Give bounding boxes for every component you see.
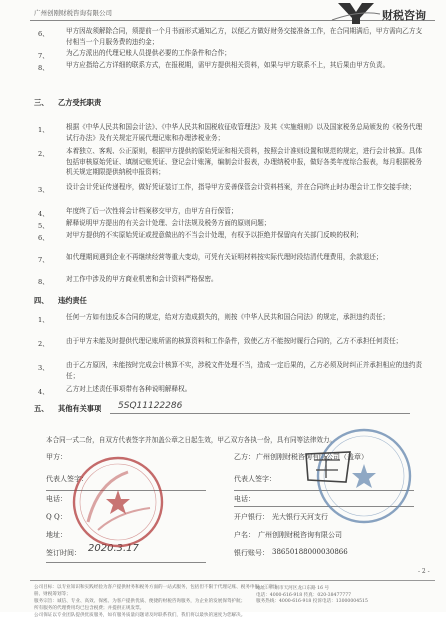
header-company-name: 广州创刚财税咨询有限公司 (34, 9, 112, 17)
item-number: 8、 (38, 64, 49, 72)
item-text: 任何一方如有违反本合同的规定，给对方造成损失的，则按《中华人民共和国合同法》的规定，承担违约责任； (66, 313, 390, 321)
item-number: 7、 (38, 52, 49, 60)
party-b-acct-no: 38650188000030866 (272, 548, 348, 556)
footer-rule (30, 580, 435, 581)
item-text: 年度终了后一次性将会计档案移交甲方，由甲方自行保管； (66, 207, 238, 215)
party-b-account-label: 户名： (234, 531, 255, 539)
footer-address: 地址：广州市天河区龙口东路 16 号 (256, 586, 330, 591)
item-text: 甲方因故须解除合同，须提前一个月书面形式通知乙方，以便乙方做好财务交接准备工作，在合同期满后，甲方需向乙方支付相当一个月服务费的违约金； (66, 27, 423, 46)
item-text: 对甲方提供的不实原始凭证或授意做出的不当会计处理，有权予以拒绝并保留向有关部门反映的权利； (66, 231, 363, 239)
party-a-rep-label: 代表人签字： (46, 475, 88, 483)
item-text: 如代理期间遇到企业不再继续经营等重大变动，可凭有关证明材料按实际代理时段结清代理费用，余款退还； (66, 253, 383, 261)
item-number: 1、 (38, 316, 49, 324)
item-number: 6、 (38, 234, 49, 242)
item-text: 对工作中涉及的甲方商业机密和会计资料严格保密。 (66, 275, 218, 283)
item-number: 1、 (38, 126, 49, 134)
logo-text: 财税咨询 (382, 9, 426, 22)
item-text: 甲方应指给乙方详细的联系方式，在报税期，需甲方提供相关资料，如果与甲方联系不上，其后果由甲方负责。 (66, 61, 390, 69)
party-b-account-name: 广州创刚财税咨询有限公司 (258, 531, 342, 539)
item-number: 2、 (38, 340, 49, 348)
party-b-phone-label: 电话： (234, 495, 255, 503)
fill-line (46, 562, 206, 563)
section-heading-3 (34, 98, 102, 108)
party-a-seal (68, 452, 168, 552)
handwritten-note: 5SQ11122286 (118, 401, 183, 411)
section-title: 其他有关事项 (58, 404, 102, 413)
footer-note: 服务宗旨：诚信、专业、高效、保密。为客户提供优质、便捷的财税咨询服务，为企业的发展保驾护航； (34, 599, 246, 604)
item-text: 解释说明甲方提出的有关会计处理、会计法规及税务方面的原则问题； (66, 219, 271, 227)
item-text: 设计会计凭证传递程序，做好凭证装订工作，指导甲方妥善保管会计资料档案，并在合同终止时办理会计工作交接手续； (66, 183, 416, 191)
item-number: 5、 (38, 222, 49, 230)
party-b-name: 广州创刚财税咨询有限公司（盖章） (256, 453, 368, 461)
footer-note: 所有服务的代理费用均已包含税费；并提供正规发票。 (34, 606, 145, 611)
party-a-address-label: 地址： (46, 531, 67, 539)
party-b-rep-label: 代表人签字： (234, 475, 276, 483)
section-number: 五、 (34, 404, 49, 413)
footer-contact (256, 586, 436, 606)
item-text: 根据《中华人民共和国会计法》、《中华人民共和国税收征收管理法》及其《实施细则》以及国家税务总局颁发的《税务代理试行办法》及有关规定开展代理记账和办理涉税业务； (66, 123, 423, 142)
footer-note: 公司保证以专业团队提供优质服务，如有服务质量问题请及时联系我们，我们将以最快的速度为您解决。 (34, 613, 246, 618)
footer-notes (34, 584, 284, 619)
section-title: 乙方受托职责 (58, 98, 102, 107)
party-b-bank-label: 开户银行： (234, 513, 269, 521)
fill-line (110, 413, 410, 414)
item-text: 本着独立、客观、公正原则，根据甲方提供的原始凭证和相关资料，按照会计准则设置和规范的规定，进行会计核算。具体包括审核原始凭证、填制记账凭证、登记会计账簿，编制会计报表，办理纳税申报，做好各类年度综合报表，每月根据税务机关规定期限提供纳税申报资料； (66, 147, 423, 176)
section-title: 违约责任 (58, 296, 87, 305)
closing-clause: 本合同一式二份，自双方代表签字并加盖公章之日起生效，甲乙双方各执一份，具有同等法律效力。 (46, 436, 337, 444)
item-text: 由于乙方原因，未能按时完成会计核算不实，涉税文件处理不当，造成一定后果的，乙方必须及时纠正并承担相应的违约责任； (66, 361, 423, 380)
item-text: 乙方对上述责任事项带有各种说明解释权。 (66, 385, 192, 393)
party-b-acct-no-label: 银行账号： (234, 549, 269, 557)
handwritten-date: 2020.3.17 (88, 543, 139, 554)
party-a-label: 甲方： (46, 453, 67, 461)
party-b-label: 乙方： (234, 453, 255, 461)
item-number: 2、 (38, 150, 49, 158)
party-a-date-label: 签订时间： (46, 549, 81, 557)
item-text: 为乙方派出的代理记账人员提供必要的工作条件和合作； (66, 49, 231, 57)
section-number: 三、 (34, 98, 49, 107)
item-number: 3、 (38, 186, 49, 194)
party-b-bank: 光大银行天河支行 (272, 513, 328, 521)
footer-hotline: 服务热线：4000-616-918 投诉电话：13000004515 (256, 599, 368, 604)
item-text: 由于甲方未能及时提供代理记账所需的核算资料和工作条件，致使乙方不能按时履行合同的，乙方不承担任何责任； (66, 337, 403, 345)
section-heading-5 (34, 404, 102, 414)
item-number: 3、 (38, 364, 49, 372)
section-heading-4 (34, 296, 87, 306)
section-number: 四、 (34, 296, 49, 305)
signature-mark (300, 448, 360, 488)
item-number: 4、 (38, 210, 49, 218)
party-a-phone-label: 电话： (46, 495, 67, 503)
footer-phone: 电话：4000-616-918 传真：020-38477777 (256, 592, 352, 598)
page-number: - 2 - (418, 568, 430, 575)
item-number: 7、 (38, 256, 49, 264)
party-a-qq-label: Q Q： (46, 513, 67, 521)
item-number: 6、 (38, 30, 49, 38)
item-number: 4、 (38, 388, 49, 396)
footer-note: 公司目标：以专业知识和实践经验为客户提供财务和税务方面的一站式服务，包括但不限于代理记账、税务申报、工商注册、财税筹划等； (34, 585, 278, 597)
item-number: 8、 (38, 278, 49, 286)
